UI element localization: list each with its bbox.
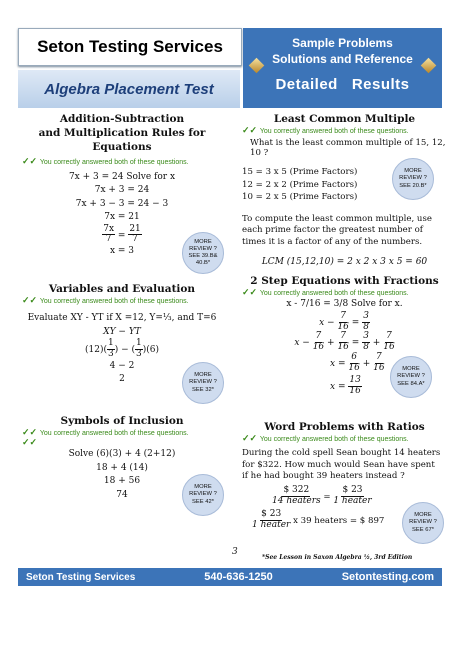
numerator: 3 (363, 331, 369, 342)
brand-title: Seton Testing Services (18, 28, 242, 66)
problem: Solve (6)(3) + 4 (2+12) (68, 449, 176, 460)
fraction (252, 510, 290, 531)
step (242, 312, 447, 333)
denominator: 3 (107, 349, 114, 360)
step (22, 339, 222, 360)
text: )(6) (142, 345, 160, 356)
check-icon: ✓ (29, 438, 38, 449)
step: x = 3 (109, 246, 135, 257)
check-icon: ✓ (242, 126, 250, 137)
more-review-bubble[interactable]: MORE REVIEW ? SEE 39.B& 40.B* (182, 232, 224, 274)
step: 7x + 3 − 3 = 24 − 3 (75, 198, 169, 209)
ratio-step: $\frac{\$ 322}{\text{14 heaters}}$ = $\frac{\$ 23}{\text{1 heater}}$ (272, 484, 372, 506)
correct-message: You correctly answered both of these questions. (259, 290, 409, 298)
check-icon: ✓ (22, 156, 30, 167)
problem: What is the least common multiple of 15, 12, 10 ? (250, 138, 446, 159)
section-addition-subtraction (22, 112, 222, 282)
numerator: 13 (349, 375, 361, 386)
denominator: 1 heater (333, 495, 372, 506)
check-icon: ✓ (22, 296, 30, 307)
section-title: Word Problems with Ratios (264, 421, 425, 433)
section-two-step (242, 274, 447, 420)
numerator: 3 (363, 310, 369, 321)
fraction (128, 225, 141, 246)
more-review-bubble[interactable]: MORE REVIEW ? SEE 84.A* (390, 356, 432, 398)
fraction (362, 332, 370, 353)
header-left (18, 28, 240, 108)
correct-row (22, 438, 222, 448)
fraction (348, 376, 361, 397)
more-review-bubble[interactable]: MORE REVIEW ? SEE 20.B* (392, 158, 434, 200)
text: (12)( (84, 345, 107, 356)
fraction (348, 353, 359, 374)
section-title-2: and Multiplication Rules for Equations (38, 127, 206, 154)
numerator: 7 (315, 331, 322, 342)
fraction (135, 339, 143, 360)
footer-bar (18, 568, 442, 586)
step: 18 + 56 (103, 476, 141, 487)
numerator: 1 (107, 338, 114, 349)
correct-message: You correctly answered both of these questions. (39, 430, 189, 438)
test-subtitle: Algebra Placement Test (18, 70, 240, 108)
text: = (351, 317, 360, 328)
denominator: 16 (383, 342, 395, 353)
fraction (373, 353, 384, 374)
text: + (372, 338, 381, 349)
section-title: Addition-Subtraction (59, 113, 185, 125)
correct-row (242, 126, 447, 136)
correct-row (22, 157, 222, 167)
denominator: 16 (337, 321, 349, 332)
step: 4 − 2 (109, 360, 135, 371)
more-review-bubble[interactable]: MORE REVIEW ? SEE 67* (402, 502, 444, 544)
text: = (337, 381, 346, 392)
correct-message: You correctly answered both of these questions. (259, 436, 409, 444)
text: + (362, 359, 371, 370)
footnote: *See Lesson in Saxon Algebra ½, 3rd Edition (262, 554, 413, 561)
text: − (327, 317, 335, 328)
check-icon: ✓ (242, 434, 250, 445)
step: 2 (119, 374, 125, 385)
fraction (107, 339, 115, 360)
correct-row (22, 296, 222, 306)
denominator: 14 heaters (272, 495, 321, 506)
text: ) − ( (114, 345, 136, 356)
problem: Evaluate XY - YT if X =12, Y=⅓, and T=6 (27, 313, 217, 324)
section-word-problems (242, 420, 447, 540)
footer-website[interactable]: Setontesting.com (341, 571, 434, 583)
numerator: 1 (136, 338, 142, 349)
fraction (333, 486, 371, 507)
footer-company: Seton Testing Services (26, 571, 136, 583)
numerator: 21 (129, 223, 141, 234)
check-icon: ✓ (22, 428, 30, 439)
fraction (313, 332, 324, 353)
word-problem-text: During the cold spell Sean bought 14 heaters for $322. How much would Sean have spent if he had bought 39 heaters instead ? (242, 448, 441, 482)
check-icon: ✓ (249, 434, 258, 445)
correct-message: You correctly answered both of these questions. (39, 158, 189, 166)
denominator: 16 (349, 385, 361, 396)
correct-message: You correctly answered both of these questions. (39, 298, 189, 306)
numerator: $ 23 (342, 484, 363, 495)
left-column (22, 112, 222, 524)
denominator: 3 (136, 349, 142, 360)
correct-message: You correctly answered both of these questions. (259, 128, 409, 136)
numerator: $ 322 (283, 484, 310, 495)
numerator: 7x (103, 223, 115, 234)
check-icon: ✓ (29, 156, 38, 167)
lcm-result: LCM (15,12,10) = 2 x 2 x 3 x 5 = 60 (261, 257, 428, 268)
check-icon: ✓ (29, 428, 38, 439)
correct-row (242, 288, 447, 298)
numerator: 7 (386, 331, 392, 342)
right-column (242, 112, 447, 540)
denominator: 8 (363, 321, 369, 332)
numerator: 7 (375, 352, 382, 363)
check-icon: ✓ (249, 126, 258, 137)
denominator: 7 (105, 234, 112, 245)
step: 7x = 21 (104, 212, 140, 223)
step: $\frac{7x}{7}$ = $\frac{21}{7}$ (103, 223, 141, 245)
text: x (330, 359, 336, 370)
header-line-1: Sample Problems (292, 36, 393, 50)
section-variables (22, 282, 222, 414)
text: x (319, 317, 325, 328)
more-review-bubble[interactable]: MORE REVIEW ? SEE 42* (182, 474, 224, 516)
section-title: Symbols of Inclusion (60, 415, 184, 427)
page-number: 3 (232, 547, 238, 557)
check-icon: ✓ (249, 288, 258, 299)
step: 74 (116, 489, 128, 500)
text: x (294, 338, 300, 349)
denominator: 16 (373, 363, 385, 374)
footer-phone: 540-636-1250 (204, 571, 273, 583)
fraction (102, 225, 115, 246)
denominator: 7 (132, 234, 138, 245)
numerator: 7 (340, 310, 347, 321)
section-lcm (242, 112, 447, 274)
fraction (362, 312, 370, 333)
check-icon: ✓ (29, 296, 38, 307)
correct-row (242, 434, 447, 444)
check-icon: ✓ (242, 288, 250, 299)
explanation: To compute the least common multiple, use each prime factor the greatest number of times it is a factor of any of the numbers. (242, 213, 432, 247)
correct-row (22, 428, 222, 438)
text: − (302, 338, 310, 349)
denominator: 8 (363, 342, 369, 353)
numerator: $ 23 (261, 508, 282, 519)
text: x 39 heaters = $ 897 (293, 515, 385, 526)
denominator: 1 heater (252, 519, 291, 530)
section-title: Least Common Multiple (273, 113, 416, 125)
text: + (327, 338, 335, 349)
denominator: 16 (348, 363, 360, 374)
text: = (337, 359, 346, 370)
header-right (243, 28, 442, 108)
step: XY − YT (103, 326, 141, 337)
section-title: 2 Step Equations with Fractions (250, 275, 439, 287)
text: x (330, 381, 336, 392)
section-title: Variables and Evaluation (48, 283, 196, 295)
step (242, 332, 447, 353)
check-icon: ✓ (22, 438, 30, 449)
factor-line: 12 = 2 x 2 (Prime Factors) (242, 179, 358, 190)
more-review-bubble[interactable]: MORE REVIEW ? SEE 32* (182, 362, 224, 404)
header-line-2: Solutions and Reference (272, 52, 413, 66)
numerator: 7 (340, 331, 347, 342)
step: 7x + 3 = 24 (94, 185, 150, 196)
fraction (383, 332, 394, 353)
fraction (337, 332, 348, 353)
denominator: 16 (312, 342, 325, 353)
header-line-3: Detailed Results (275, 76, 410, 93)
text: = (351, 338, 360, 349)
fraction (272, 486, 321, 507)
problem: 7x + 3 = 24 Solve for x (68, 171, 176, 182)
factor-line: 10 = 2 x 5 (Prime Factors) (242, 192, 358, 203)
step: 18 + 4 (14) (96, 462, 148, 473)
fraction (337, 312, 348, 333)
numerator: 6 (351, 352, 357, 363)
denominator: 16 (337, 342, 349, 353)
section-inclusion (22, 414, 222, 524)
factor-line: 15 = 3 x 5 (Prime Factors) (242, 167, 358, 178)
problem: x - 7/16 = 3/8 Solve for x. (286, 299, 403, 310)
